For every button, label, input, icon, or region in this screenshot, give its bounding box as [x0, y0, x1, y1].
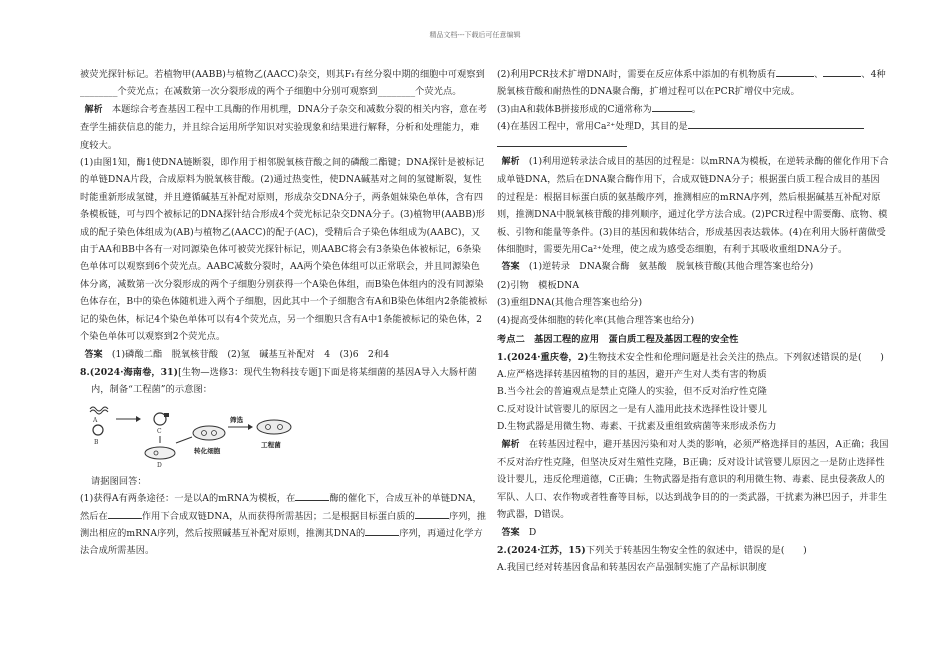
bacterium-d [145, 447, 175, 459]
answer-label: 答案 [501, 527, 520, 538]
q-text: 序列，再通过化学方法合成所需基因。 [80, 527, 483, 557]
question-source: 8.(2024·海南卷，31) [80, 366, 179, 378]
analysis-paragraph [497, 153, 889, 258]
answer-text: D [528, 526, 537, 538]
q-text: (2)利用PCR技术扩增DNA时，需要在反应体系中添加的有机物质有 [497, 69, 776, 80]
question-source: 1.(2024·重庆卷，2) [497, 351, 589, 363]
mc-question-2 [497, 542, 889, 559]
question-text: 下列关于转基因生物安全性的叙述中，错误的是( ) [585, 544, 807, 556]
question-text: [生物—选修3：现代生物科技专题]下面是将某细菌的基因A导入大肠杆菌内，制备“工程菌”的示意图： [91, 366, 477, 396]
option-c: C.反对设计试管婴儿的原因之一是有人滥用此技术选择性设计婴儿 [497, 403, 767, 415]
label-screen: 筛选 [230, 415, 244, 424]
q-text: 、4种脱氧核苷酸和耐热性的DNA聚合酶，扩增过程可以在PCR扩增仪中完成。 [497, 69, 886, 98]
analysis-paragraph [80, 101, 488, 154]
answer-blank[interactable] [823, 67, 861, 77]
label-a: A [93, 416, 98, 424]
answer-blank[interactable] [365, 526, 399, 536]
right-column [497, 66, 889, 577]
engineering-diagram [80, 401, 488, 467]
answer-blank[interactable] [776, 67, 814, 77]
analysis-label: 解析 [84, 104, 103, 115]
paragraph: 被荧光探针标记。若植物甲(AABB)与植物乙(AACC)杂交，则其F₁有丝分裂中期的细胞中可观察到________个荧光点；在减数第一次分裂形成的两个子细胞中分别可观察到________个荧光点。 [80, 69, 485, 98]
transformed-cell [193, 426, 225, 440]
answer-blank[interactable] [652, 102, 692, 112]
label-b: B [94, 438, 99, 446]
label-transformed: 转化细胞 [194, 446, 221, 455]
question-source: 2.(2024·江苏，15) [497, 544, 586, 556]
question-1 [80, 490, 488, 560]
label-engineered: 工程菌 [261, 440, 281, 449]
option-d: D.生物武器是用微生物、毒素、干扰素及重组致病菌等来形成杀伤力 [497, 421, 777, 433]
answer-blank[interactable] [295, 491, 329, 501]
answer-label: 答案 [84, 349, 103, 360]
analysis-paragraph [497, 436, 889, 524]
paragraph: (1)由图1知，酶1使DNA链断裂，即作用于相邻脱氧核苷酸之间的磷酸二酯键；DNA探针是被标记的单链DNA片段，合成原料为脱氧核苷酸。(2)通过热变性，使DNA碱基对之间的氢键断裂，复性时能重新形成氢键，并且遵循碱基互补配对原则，形成杂交DNA分子，两条姐妹染色单体，含有四条模板链，可与四个被标记的DNA探针结合形成4个荧光标记杂交DNA分子。(3)植物甲(AABB)形成的配子染色体组成为(AB)与植物乙(AACC)的配子(AC)，受精后合子染色体组成为(AABC)，又由于AA和BB中各有一对同源染色体可被荧光探针标记，则AABC将会有3条染色体被标记，6条染色单体可以观察到6个荧光点。AABC减数分裂时，AA两个染色体组可以正常联会，并且同源染色体分离，减数第一次分裂形成的两个子细胞分别获得一个A染色体组，而B染色体组内的没有同源染色体存在，B中的染色体随机进入两个子细胞，因此其中一个子细胞含有A和B染色体组内2条能被标记的染色体，标记4个染色单体可以有4个荧光点，另一个细胞只含有A中1条能被标记的染色体，2个染色单体可以观察到2个荧光点。 [80, 157, 488, 343]
q-text: 作用下合成双链DNA，从而获得所需基因；二是根据目标蛋白质的 [141, 510, 415, 522]
analysis-text: (1)利用逆转录法合成目的基因的过程是：以mRNA为模板，在逆转录酶的催化作用下合成单链DNA，然后在DNA聚合酶作用下，合成双链DNA分子；根据蛋白质工程合成目的基因的过程是：根据目标蛋白质的氨基酸序列，推测相应的mRNA序列，然后根据碱基互补配对原则，推测DNA中脱氧核苷酸的排列顺序，通过化学方法合成。(2)PCR过程中需要酶、底物、模板、引物和能量等条件。(3)目的基因和载体结合，形成基因表达载体。(4)在利用大肠杆菌做受体细胞时，需要先用Ca²⁺处理，使之成为感受态细胞，有利于其吸收重组DNA分子。 [497, 156, 889, 256]
analysis-label: 解析 [501, 157, 520, 168]
analysis-label: 解析 [501, 439, 520, 450]
question-text: 生物技术安全性和伦理问题是社会关注的热点。下列叙述错误的是( ) [588, 351, 884, 363]
answer-item: (3)重组DNA(其他合理答案也给分) [497, 297, 643, 309]
analysis-text: 在转基因过程中，避开基因污染和对人类的影响，必须严格选择目的基因，A正确；我国不反对治疗性克隆，但坚决反对生殖性克隆，B正确；反对设计试管婴儿原因之一是防止选择性设计婴儿，违反伦理道德，C正确；生物武器是指有意识的利用微生物、毒素、昆虫侵袭敌人的军队、人口、农作物或者牲畜等目标，以达到战争目的的一类武器，干扰素为淋巴因子，并非生物武器，D错误。 [497, 438, 889, 521]
option-a: A.应严格选择转基因植物的目的基因，避开产生对人类有害的物质 [497, 368, 767, 380]
q-text: 。 [691, 103, 702, 115]
label-d: D [157, 461, 162, 467]
left-column [80, 66, 488, 560]
q-text: (3)由A和载体B拼接形成的C通常称为 [497, 103, 652, 115]
section-heading: 考点二 基因工程的应用 蛋白质工程及基因工程的安全性 [497, 334, 739, 346]
q-text: 酶的催化下，合成互补的单链DNA，然后在 [80, 493, 482, 522]
label-c: C [157, 427, 162, 435]
answer-line [497, 136, 889, 153]
answer-blank[interactable] [497, 137, 627, 147]
insert-gene [164, 413, 169, 417]
q-text: (4)在基因工程中，常用Ca²⁺处理D，其目的是 [497, 121, 688, 133]
question-4 [497, 118, 889, 135]
question-2 [497, 66, 889, 101]
prompt: 请据图回答： [91, 475, 147, 487]
option-a: A.我国已经对转基因食品和转基因农产品强制实施了产品标识制度 [497, 562, 767, 574]
answer-blank[interactable] [108, 509, 142, 519]
analysis-text: 本题综合考查基因工程中工具酶的作用机理，DNA分子杂交和减数分裂的相关内容，意在考查学生捕获信息的能力，并且综合运用所学知识对实验现象和结果进行解释，分析和处理能力，难度较大。 [80, 103, 488, 151]
plasmid-b [93, 425, 103, 435]
q-text: 、 [813, 69, 824, 80]
engineered-bacterium [257, 420, 291, 434]
q-text: 序列，推测出相应的mRNA序列，然后按照碱基互补配对原则，推测其DNA的 [80, 510, 487, 539]
diagram-svg [84, 401, 314, 467]
question-8 [80, 364, 488, 399]
mc-question-1 [497, 349, 889, 366]
question-3 [497, 101, 889, 118]
answer-paragraph [80, 346, 488, 364]
arrow [176, 437, 192, 443]
answer-paragraph [497, 524, 889, 542]
arrow-head [248, 424, 253, 430]
answer-item: (4)提高受体细胞的转化率(其他合理答案也给分) [497, 314, 695, 326]
option-b: B.当今社会的普遍观点是禁止克隆人的实验，但不反对治疗性克隆 [497, 386, 767, 398]
answer-item: (2)引物 模板DNA [497, 279, 580, 291]
answer-label: 答案 [501, 262, 520, 273]
answer-blank[interactable] [415, 509, 449, 519]
page-header: 精品文档---下载后可任意编辑 [429, 31, 521, 39]
answer-blank[interactable] [688, 119, 864, 129]
q-text: (1)获得A有两条途径：一是以A的mRNA为模板，在 [80, 493, 296, 505]
arrow-head [136, 416, 141, 422]
answer-text: (1)磷酸二酯 脱氧核苷酸 (2)氢 碱基互补配对 4 (3)6 2和4 [111, 348, 390, 360]
answer-text: (1)逆转录 DNA聚合酶 氨基酸 脱氧核苷酸(其他合理答案也给分) [528, 261, 814, 273]
answer-paragraph [497, 258, 889, 276]
